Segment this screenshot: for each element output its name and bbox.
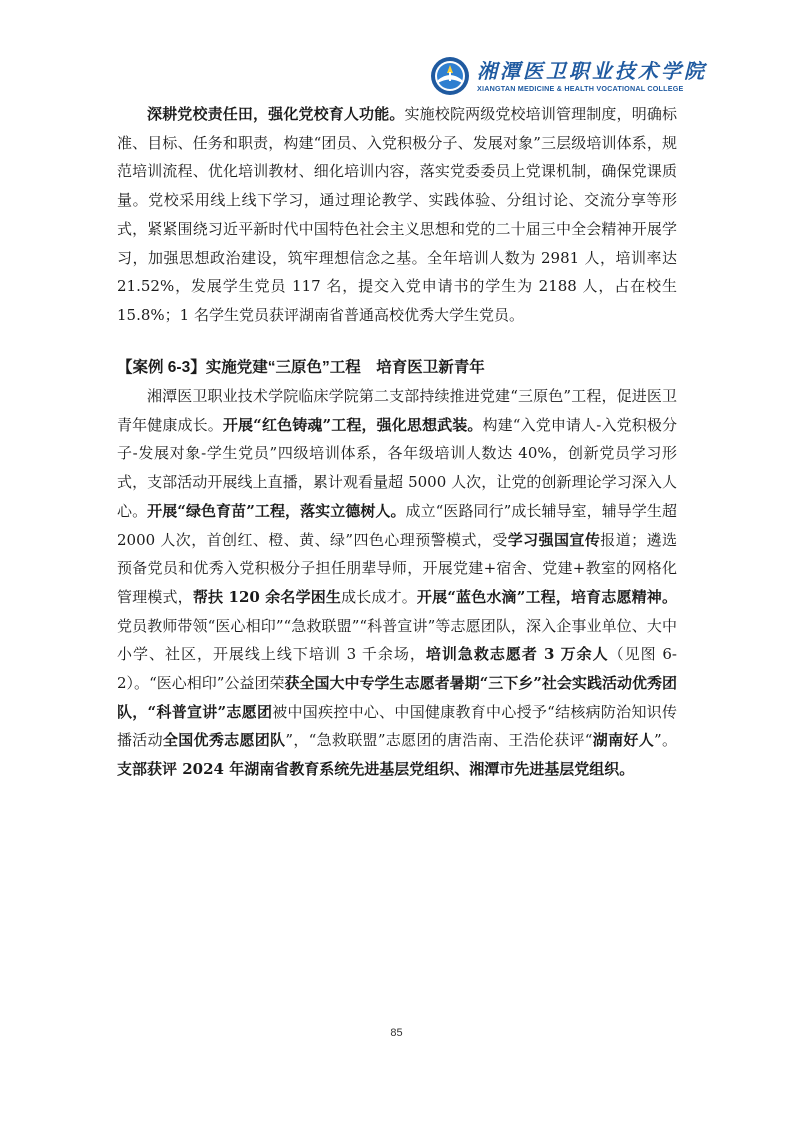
- case-text: ”，“急救联盟”志愿团的唐浩南、王浩伦获评“: [285, 731, 593, 750]
- case-bold: 获全国大中专学生志愿者暑期“三下乡”社会实践活动优秀团队，“科普宣讲”志愿团: [117, 674, 677, 721]
- case-text: 湘潭医卫职业技术学院临床学院第二支部持续推进党建“三原色”工程，促进医卫青年健康成长。: [117, 387, 677, 434]
- case-bold: 开展“蓝色水滴”工程，培育志愿精神。: [416, 587, 677, 606]
- paragraph-body: 实施校院两级党校培训管理制度，明确标准、目标、任务和职责，构建“团员、入党积极分子、发展对象”三层级培训体系，规范培训流程、优化培训教材、细化培训内容，落实党委委员上党课机制，确保党课质量。党校采用线上线下学习，通过理论教学、实践体验、分组讨论、交流分享等形式，紧紧围绕习近平新时代中国特色社会主义思想和党的二十届三中全会精神开展学习，加强思想政治建设，筑牢理想信念之基。全年培训人数为 2981 人，培训率达 21.52%，发展学生党员 117 名，提交入党申请书的学生为 2188 人，占在校生 15.8%；1 名学生党员获评湖南省普通高校优秀大学生党员。: [117, 105, 677, 324]
- paragraph-heading: 深耕党校责任田，强化党校育人功能。: [147, 105, 405, 123]
- college-emblem-icon: [430, 56, 470, 96]
- case-text: 报道；遴选预备党员和优秀入党积极分子担任朋辈导师，开展党建+宿舍、党建+教室的网格化管理模式，: [117, 530, 677, 606]
- case-title: 【案例 6-3】实施党建“三原色”工程 培育医卫新青年: [117, 359, 485, 376]
- page-number: 85: [390, 1027, 403, 1039]
- case-bold: 支部获评 2024 年湖南省教育系统先进基层党组织、湘潭市先进基层党组织。: [117, 760, 635, 779]
- case-text: 成长成才。: [341, 587, 417, 606]
- college-name-en: XIANGTAN MEDICINE & HEALTH VOCATIONAL COLLEGE: [477, 83, 684, 93]
- case-bold: 开展“绿色育苗”工程，落实立德树人。: [147, 501, 406, 520]
- case-text: 被中国疾控中心、中国健康教育中心授予“结核病防治知识传播活动: [117, 702, 677, 750]
- party-school-paragraph: [117, 100, 677, 330]
- case-bold: 培训急救志愿者 3 万余人: [425, 645, 609, 664]
- case-paragraph: [117, 382, 677, 784]
- college-logo: [430, 56, 707, 96]
- case-text: 党员教师带领“医心相印”“急救联盟”“科普宣讲”等志愿团队，深入企事业单位、大中小学、社区，开展线上线下培训 3 千余场，: [117, 616, 677, 664]
- case-text: （见图 6-2）。“医心相印”公益团荣: [117, 645, 677, 693]
- case-bold: 全国优秀志愿团队: [162, 731, 286, 750]
- case-bold: 开展“红色铸魂”工程，强化思想武装。: [222, 415, 483, 434]
- case-bold: 帮扶 120 余名学困生: [192, 587, 342, 606]
- case-text: 构建“入党申请人-入党积极分子-发展对象-学生党员”四级培训体系，各年级培训人数达 40%，创新党员学习形式，支部活动开展线上直播，累计观看量超 5000 人次，让党的创新理论学习深入人心。: [117, 415, 677, 520]
- college-name-cn: 湘潭医卫职业技术学院: [477, 58, 707, 83]
- case-text: ”。: [654, 731, 677, 750]
- case-bold: 学习强国宣传: [507, 530, 601, 549]
- case-text: 成立“医路同行”成长辅导室，辅导学生超 2000 人次，首创红、橙、黄、绿”四色心理预警模式，受: [117, 501, 677, 549]
- case-bold: 湖南好人: [592, 731, 654, 750]
